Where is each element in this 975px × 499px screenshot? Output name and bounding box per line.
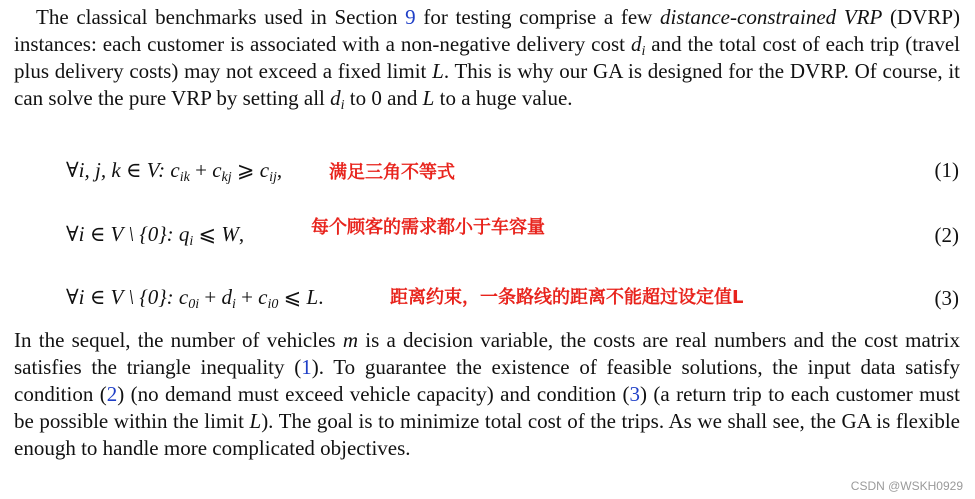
text-run: (DVRP) instances: each customer is associated with a non-negative delivery cost (14, 5, 960, 56)
subscript: kj (221, 170, 232, 185)
equation-symbol: c (259, 158, 270, 182)
watermark: CSDN @WSKH0929 (850, 479, 963, 493)
operator: ⩾ (231, 158, 260, 182)
equation-reference-link[interactable]: 2 (106, 382, 118, 406)
text-run: . This is why our GA is designed for the DVRP. Of course, it can solve the pure VRP by setting all (14, 59, 961, 110)
equation-reference-link[interactable]: 3 (629, 382, 641, 406)
equation-prefix: ∀i, j, k ∈ V: (66, 158, 171, 182)
equation-symbol: c (258, 285, 268, 309)
subscript: i0 (267, 297, 279, 312)
equation-number: (1) (934, 158, 959, 182)
annotation-demand-capacity: 每个顾客的需求都小于车容量 (311, 217, 545, 238)
operator: ⩽ (278, 285, 307, 309)
punctuation: , (276, 158, 283, 182)
variable-d: d (330, 86, 341, 110)
equation-prefix: ∀i ∈ V \ {0}: (66, 222, 179, 246)
annotation-triangle-inequality: 满足三角不等式 (329, 162, 455, 183)
text-run: ) (no demand must exceed vehicle capacity) and condition ( (117, 382, 630, 406)
equation-3 (66, 282, 323, 312)
text-run: ) (a return trip to each customer must be possible within the limit (14, 382, 960, 433)
text-run: to 0 and (344, 86, 423, 110)
equation-number: (2) (934, 223, 959, 247)
subscript: ik (179, 170, 190, 185)
text-run: is a decision variable, the costs are real numbers and the cost matrix satisfies the triangle inequality ( (14, 328, 960, 379)
equation-symbol: c (212, 158, 222, 182)
text-run: ). To guarantee the existence of feasible solutions, the input data satisfy condition ( (14, 355, 961, 406)
subscript: i (641, 44, 646, 59)
equation-symbol: q (178, 222, 190, 246)
equation-number: (3) (934, 286, 959, 310)
text-run: In the sequel, the number of vehicles (14, 328, 343, 352)
emphasis-text: distance-constrained VRP (660, 5, 883, 29)
subscript: i (231, 297, 236, 312)
text-run: The classical benchmarks used in Section (36, 5, 406, 29)
equation-2 (66, 219, 244, 249)
subscript: ij (269, 170, 277, 185)
subscript: i (189, 234, 194, 249)
intro-paragraph (14, 4, 960, 112)
variable-L: L (422, 86, 435, 110)
text-run: to a huge value. (434, 86, 573, 110)
operator: + (199, 285, 222, 309)
punctuation: . (318, 285, 324, 309)
variable-L: L (432, 59, 444, 83)
subscript: i (340, 98, 345, 113)
equation-symbol: W (221, 222, 239, 246)
variable-L: L (249, 409, 262, 433)
variable-d: d (630, 32, 642, 56)
equation-prefix: ∀i ∈ V \ {0}: (66, 285, 179, 309)
equation-symbol: L (306, 285, 319, 309)
equation-symbol: d (221, 285, 232, 309)
text-run: for testing comprise a few (415, 5, 661, 29)
variable-m: m (342, 328, 358, 352)
text-run: ). The goal is to minimize total cost of the trips. As we shall see, the GA is flexible enough to handle more complicated objectives. (14, 409, 960, 460)
operator: ⩽ (193, 222, 222, 246)
equation-symbol: c (170, 158, 180, 182)
text-run: and the total cost of each trip (travel plus delivery costs) may not exceed a fixed limit (14, 32, 960, 83)
sequel-paragraph (14, 327, 960, 462)
annotation-distance-constraint: 距离约束，一条路线的距离不能超过设定值L (390, 287, 744, 308)
punctuation: , (238, 222, 245, 246)
subscript: 0i (188, 297, 200, 312)
section-reference-link[interactable]: 9 (405, 5, 416, 29)
equation-1 (66, 155, 282, 185)
operator: + (189, 158, 213, 182)
equation-reference-link[interactable]: 1 (301, 355, 312, 379)
equation-symbol: c (178, 285, 189, 309)
operator: + (235, 285, 259, 309)
